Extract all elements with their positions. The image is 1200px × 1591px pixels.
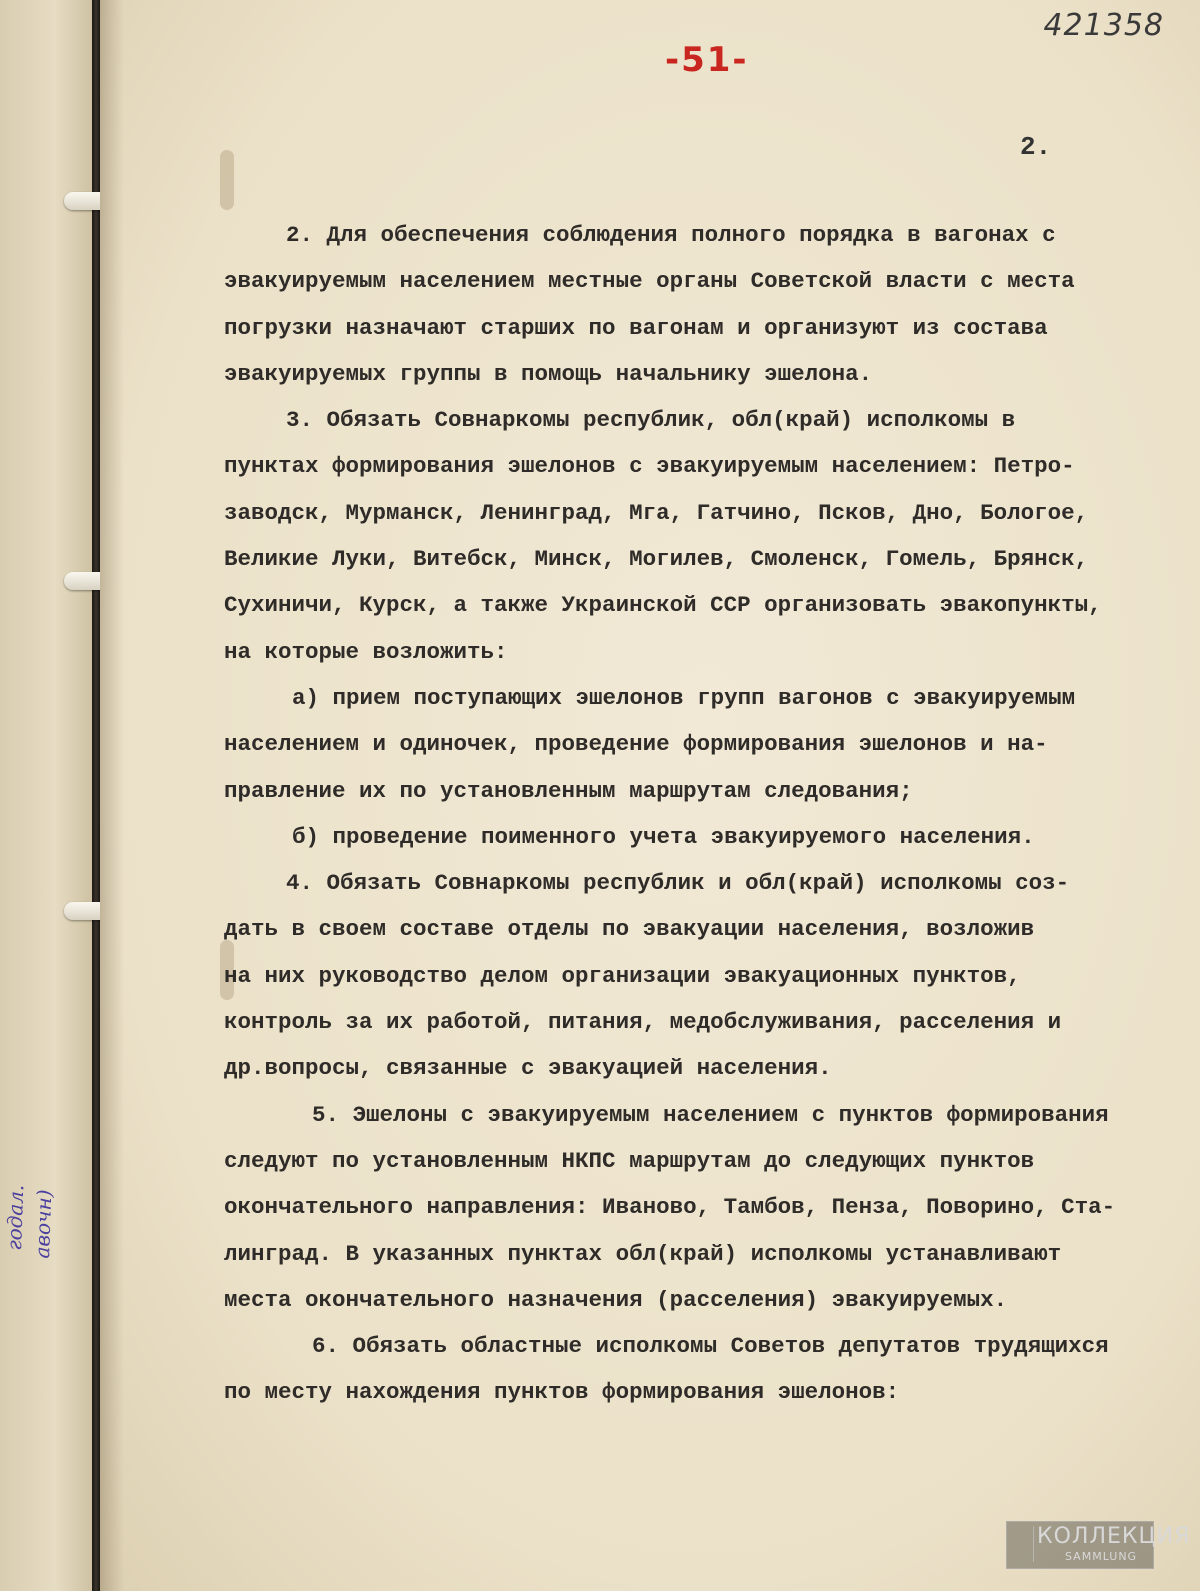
text-line: б) проведение поименного учета эвакуируемого населения. [292, 823, 1035, 850]
text-line: следуют по установленным НКПС маршрутам до следующих пунктов [224, 1147, 1035, 1174]
text-line: 6. Обязать областные исполкомы Советов депутатов трудящихся [312, 1333, 1109, 1360]
text-line: на них руководство делом организации эвакуационных пунктов, [224, 962, 1021, 989]
text-line: на которые возложить: [224, 638, 508, 665]
margin-note-2: авочн) [30, 1189, 57, 1259]
text-line: по месту нахождения пунктов формирования эшелонов: [224, 1379, 900, 1406]
text-line: населением и одиночек, проведение формирования эшелонов и на- [224, 731, 1048, 758]
watermark-main-text: КОЛЛЕКЦИЯ [1037, 1524, 1191, 1549]
text-line: эвакуируемых группы в помощь начальнику эшелона. [224, 360, 873, 387]
text-line: окончательного направления: Иваново, Тамбов, Пенза, Поворино, Ста- [224, 1194, 1116, 1221]
collection-watermark [1006, 1521, 1191, 1569]
text-line: погрузки назначают старших по вагонам и организуют из состава [224, 314, 1048, 341]
text-line: пунктах формирования эшелонов с эвакуируемым населением: Петро- [224, 453, 1075, 480]
text-line: 4. Обязать Совнаркомы республик и обл(край) исполкомы соз- [286, 870, 1070, 897]
archive-number: 421358 [1043, 8, 1164, 43]
page-number: 2. [1020, 132, 1052, 162]
text-line: правление их по установленным маршрутам следования; [224, 777, 913, 804]
folio-stamp: -51- [665, 40, 749, 80]
document-page [100, 0, 1200, 1591]
text-line: Великие Луки, Витебск, Минск, Могилев, Смоленск, Гомель, Брянск, [224, 546, 1089, 573]
book-spine [92, 0, 100, 1591]
punch-hole [220, 150, 234, 210]
text-line: Сухиничи, Курск, а также Украинской ССР организовать эвакопункты, [224, 592, 1102, 619]
text-line: места окончательного назначения (расселения) эвакуируемых. [224, 1286, 1008, 1313]
text-line: заводск, Мурманск, Ленинград, Мга, Гатчино, Псков, Дно, Бологое, [224, 499, 1089, 526]
text-line: линград. В указанных пунктах обл(край) исполкомы устанавливают [224, 1240, 1062, 1267]
text-line: 3. Обязать Совнаркомы республик, обл(край) исполкомы в [286, 407, 1016, 434]
text-line: 5. Эшелоны с эвакуируемым населением с пунктов формирования [312, 1101, 1109, 1128]
text-line: дать в своем составе отделы по эвакуации населения, возложив [224, 916, 1035, 943]
watermark-logo-icon [1011, 1526, 1034, 1562]
watermark-sub-text: SAMMLUNG [1065, 1550, 1138, 1563]
text-line: эвакуируемым населением местные органы Советской власти с места [224, 268, 1075, 295]
text-line: др.вопросы, связанные с эвакуацией населения. [224, 1055, 832, 1082]
adjacent-page [0, 0, 92, 1591]
text-line: 2. Для обеспечения соблюдения полного порядка в вагонах с [286, 222, 1056, 248]
margin-note-1: годал. [2, 1184, 29, 1251]
text-line: контроль за их работой, питания, медобслуживания, расселения и [224, 1009, 1062, 1036]
text-line: а) прием поступающих эшелонов групп вагонов с эвакуируемым [292, 684, 1076, 711]
document-body [224, 212, 1142, 1416]
